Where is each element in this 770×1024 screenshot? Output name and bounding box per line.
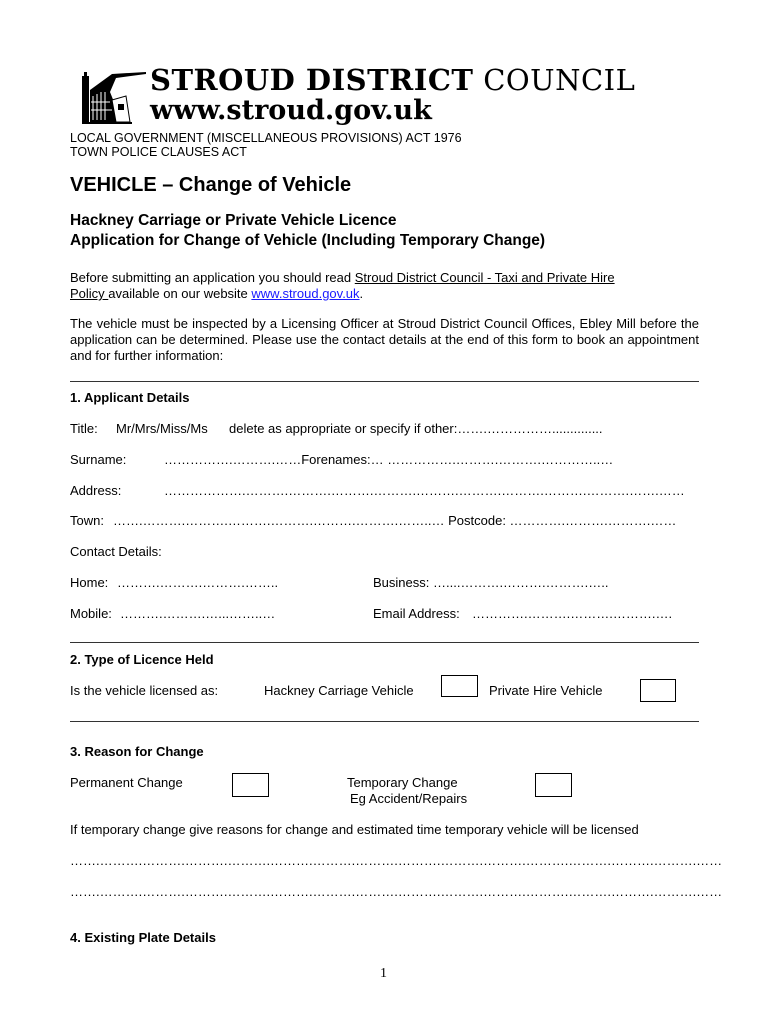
- policy-link-cont[interactable]: Policy: [70, 286, 109, 301]
- page-title: VEHICLE – Change of Vehicle: [70, 174, 352, 196]
- act-line-1: LOCAL GOVERNMENT (MISCELLANEOUS PROVISIONS) ACT 1976: [70, 131, 462, 145]
- business-phone-field[interactable]: …....……….……….……….…..: [433, 575, 609, 590]
- inspection-paragraph: The vehicle must be inspected by a Licensing Officer at Stroud District Council Offices, Ebley Mill before the application can be determined. Please use the contact details at the end of this form to book an appointment and for further information:: [70, 316, 699, 363]
- council-logo-icon: [82, 70, 148, 124]
- permanent-change-checkbox[interactable]: [232, 773, 269, 797]
- council-website: www.stroud.gov.uk: [150, 95, 432, 126]
- title-label: Title:: [70, 421, 98, 436]
- council-name: STROUD DISTRICT COUNCIL: [150, 63, 636, 97]
- website-link[interactable]: www.stroud.gov.uk: [251, 286, 360, 301]
- page-number: 1: [380, 966, 387, 981]
- divider: [70, 381, 699, 382]
- section-3-heading: 3. Reason for Change: [70, 744, 204, 759]
- subtitle-line-2: Application for Change of Vehicle (Including Temporary Change): [70, 232, 546, 249]
- permanent-change-label: Permanent Change: [70, 775, 183, 790]
- town-postcode-field[interactable]: …….……….……….……….……….……….……….……..… Postcode: ………….……….……….……: [113, 513, 677, 528]
- town-label: Town:: [70, 513, 104, 528]
- email-field[interactable]: ………….……….……….……….….: [472, 606, 673, 621]
- title-options[interactable]: Mr/Mrs/Miss/Ms: [116, 421, 208, 436]
- title-other-field[interactable]: delete as appropriate or specify if other:…….……………..............: [229, 421, 603, 436]
- surname-label: Surname:: [70, 452, 127, 467]
- mobile-phone-field[interactable]: ……….……….…...……..…: [120, 606, 276, 621]
- hackney-checkbox[interactable]: [441, 675, 478, 697]
- intro-line-2: Policy available on our website www.stroud.gov.uk.: [70, 286, 364, 301]
- temporary-change-label: Temporary Change: [347, 775, 458, 790]
- business-label: Business:: [373, 575, 430, 590]
- home-phone-field[interactable]: ……….……….……….……..: [117, 575, 279, 590]
- private-hire-option-label: Private Hire Vehicle: [489, 683, 603, 698]
- intro-line-1: Before submitting an application you should read Stroud District Council - Taxi and Private Hire: [70, 270, 615, 285]
- temporary-change-note: Eg Accident/Repairs: [350, 791, 468, 806]
- surname-forenames-field[interactable]: …………….……….……Forenames:… …………….……….……….…………..…: [164, 452, 614, 467]
- contact-details-label: Contact Details:: [70, 544, 162, 559]
- email-label: Email Address:: [373, 606, 460, 621]
- licence-question: Is the vehicle licensed as:: [70, 683, 219, 698]
- reason-field-line-1[interactable]: …….……….……….……….……….……….……….……….……….……….……….……….……….……….……….……: [70, 853, 723, 868]
- subtitle-line-1: Hackney Carriage or Private Vehicle Licence: [70, 212, 397, 229]
- temporary-change-checkbox[interactable]: [535, 773, 572, 797]
- act-line-2: TOWN POLICE CLAUSES ACT: [70, 145, 247, 159]
- address-label: Address:: [70, 483, 122, 498]
- policy-link[interactable]: Stroud District Council - Taxi and Private Hire: [354, 270, 615, 285]
- divider: [70, 642, 699, 643]
- section-4-heading: 4. Existing Plate Details: [70, 930, 216, 945]
- divider: [70, 721, 699, 722]
- reason-prompt: If temporary change give reasons for change and estimated time temporary vehicle will be licensed: [70, 822, 639, 837]
- reason-field-line-2[interactable]: …….……….……….……….……….……….……….……….……….……….……….……….……….……….……….……: [70, 884, 723, 899]
- home-label: Home:: [70, 575, 109, 590]
- address-field[interactable]: ……………….……….……….……….……….……….……….……….……….……….…….……: [164, 483, 685, 498]
- hackney-option-label: Hackney Carriage Vehicle: [264, 683, 414, 698]
- mobile-label: Mobile:: [70, 606, 112, 621]
- section-1-heading: 1. Applicant Details: [70, 390, 190, 405]
- section-2-heading: 2. Type of Licence Held: [70, 652, 214, 667]
- private-hire-checkbox[interactable]: [640, 679, 676, 702]
